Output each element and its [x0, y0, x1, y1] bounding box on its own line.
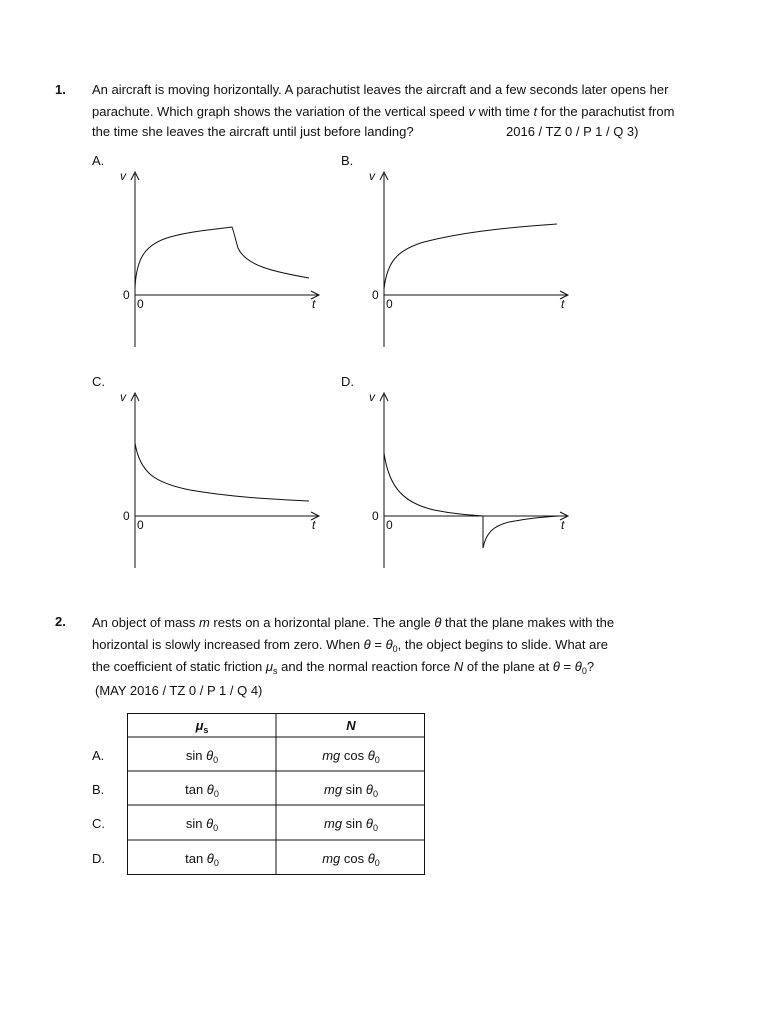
q2-text: of the plane at [463, 659, 553, 674]
sub: 0 [213, 755, 219, 765]
table-header-n: N [346, 718, 356, 733]
sub: 0 [374, 755, 380, 765]
q2-text: rests on a horizontal plane. The angle [209, 615, 435, 630]
q2-subscript: 0 [392, 644, 398, 654]
mg: mg [322, 748, 341, 763]
mg: mg [324, 782, 343, 797]
row-label-d: D. [92, 851, 105, 866]
option-label-d: D. [341, 374, 354, 389]
fn: tan [185, 851, 207, 866]
sub: 0 [374, 858, 380, 868]
graph-b [359, 162, 579, 352]
theta: θ [367, 851, 375, 866]
table-cell-n-c [277, 816, 425, 831]
graph-d [359, 383, 579, 573]
q2-var-theta0: θ [385, 637, 393, 652]
option-label-a: A. [92, 153, 105, 168]
curve-a [135, 227, 309, 289]
row-label-c: C. [92, 816, 105, 831]
sub: 0 [213, 858, 219, 868]
table-cell-n-a [277, 748, 425, 763]
fn: cos [340, 748, 368, 763]
question-1-number: 1. [55, 82, 66, 97]
q2-text: = [370, 637, 386, 652]
question-2-line-3 [92, 659, 594, 676]
origin-label-x: 0 [137, 518, 144, 532]
q2-subscript: 0 [581, 666, 587, 676]
sub: 0 [372, 789, 378, 799]
mg: mg [322, 851, 341, 866]
question-2-line-1 [92, 615, 614, 631]
question-2-reference: (MAY 2016 / TZ 0 / P 1 / Q 4) [95, 683, 263, 698]
theta: θ [367, 748, 375, 763]
y-axis-label: v [120, 390, 126, 404]
origin-label-x: 0 [386, 297, 393, 311]
sub: 0 [372, 823, 378, 833]
q2-text: , the object begins to slide. What are [397, 637, 608, 652]
x-axis-label: t [312, 297, 316, 311]
x-axis-label: t [561, 518, 565, 532]
q1-text: parachute. Which graph shows the variation of the vertical speed [92, 104, 469, 119]
mg: mg [324, 816, 343, 831]
mu-symbol: μ [195, 718, 204, 733]
q2-text: the coefficient of static friction [92, 659, 266, 674]
option-label-b: B. [341, 153, 354, 168]
q2-subscript: s [273, 666, 278, 676]
theta: θ [206, 851, 214, 866]
graph-a [110, 162, 330, 352]
question-1-line-2 [92, 104, 674, 120]
theta: θ [365, 782, 373, 797]
q2-text: horizontal is slowly increased from zero. When [92, 637, 364, 652]
q2-text: and the normal reaction force [277, 659, 454, 674]
sub: 0 [213, 823, 219, 833]
q1-text: for the parachutist from [537, 104, 675, 119]
curve-d-after [483, 516, 558, 548]
theta: θ [206, 816, 214, 831]
origin-label-y: 0 [123, 509, 130, 523]
y-axis-label: v [369, 390, 375, 404]
question-2-line-2 [92, 637, 608, 654]
theta: θ [206, 748, 214, 763]
q1-var-v: v [468, 104, 475, 119]
x-axis-label: t [312, 518, 316, 532]
table-cell-mu-a [128, 748, 276, 763]
table-cell-mu-d [128, 851, 276, 866]
question-1-reference: 2016 / TZ 0 / P 1 / Q 3) [506, 124, 639, 139]
curve-d-before [384, 453, 483, 516]
x-axis-label: t [561, 297, 565, 311]
q2-text: that the plane makes with the [441, 615, 615, 630]
fn: tan [185, 782, 207, 797]
q2-var-mu: μ [265, 659, 274, 674]
table-cell-n-d [277, 851, 425, 866]
q2-var-theta: θ [552, 659, 560, 674]
row-label-b: B. [92, 782, 105, 797]
fn: sin [185, 816, 207, 831]
y-axis-label: v [369, 169, 375, 183]
origin-label-x: 0 [386, 518, 393, 532]
q2-var-theta: θ [434, 615, 442, 630]
origin-label-y: 0 [372, 288, 379, 302]
q2-text: ? [586, 659, 595, 674]
question-1-line-3: the time she leaves the aircraft until just before landing? [92, 124, 414, 139]
sub: 0 [213, 789, 219, 799]
fn: sin [342, 816, 366, 831]
mu-subscript: s [203, 725, 209, 735]
curve-b [384, 224, 557, 289]
theta: θ [365, 816, 373, 831]
question-2-number: 2. [55, 614, 66, 629]
q2-var-theta0: θ [574, 659, 582, 674]
curve-c [135, 443, 309, 501]
q1-text: with time [475, 104, 534, 119]
fn: cos [340, 851, 368, 866]
q1-var-t: t [533, 104, 538, 119]
table-cell-mu-b [128, 782, 276, 797]
table-cell-n-b [277, 782, 425, 797]
origin-label-y: 0 [372, 509, 379, 523]
y-axis-label: v [120, 169, 126, 183]
question-1-line-1: An aircraft is moving horizontally. A parachutist leaves the aircraft and a few seconds later opens her [92, 82, 669, 97]
q2-text: An object of mass [92, 615, 199, 630]
origin-label-y: 0 [123, 288, 130, 302]
theta: θ [206, 782, 214, 797]
table-cell-mu-c [128, 816, 276, 831]
origin-label-x: 0 [137, 297, 144, 311]
fn: sin [342, 782, 366, 797]
q2-var-theta: θ [363, 637, 371, 652]
q2-text: = [559, 659, 575, 674]
row-label-a: A. [92, 748, 105, 763]
graph-c [110, 383, 330, 573]
table-header-mu [128, 718, 276, 733]
fn: sin [185, 748, 207, 763]
option-label-c: C. [92, 374, 105, 389]
q2-var-m: m [198, 615, 210, 630]
q2-var-n: N [453, 659, 464, 674]
